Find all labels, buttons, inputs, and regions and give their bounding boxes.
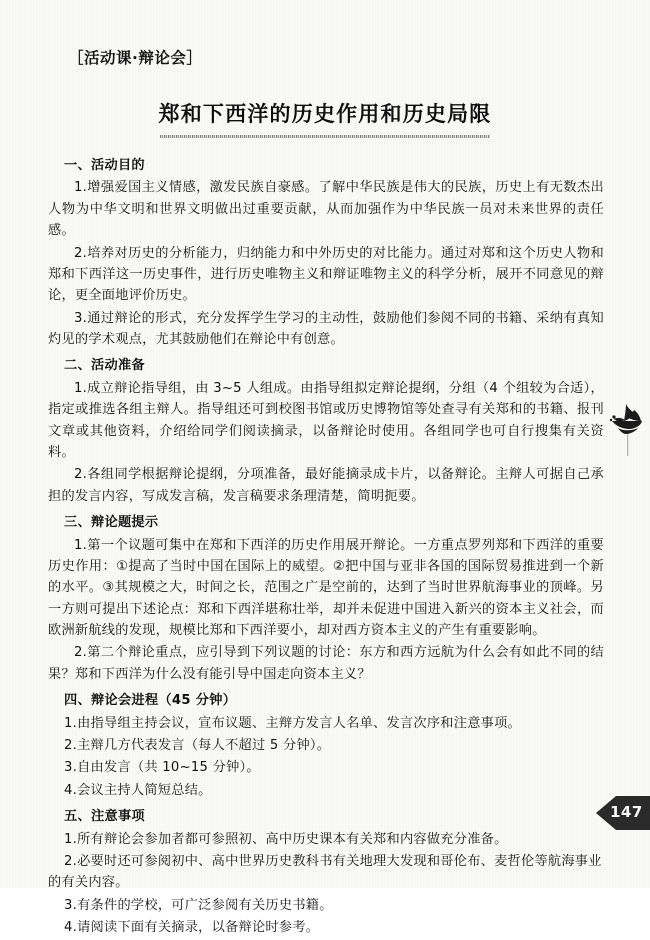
section-paragraph: 1.第一个议题可集中在郑和下西洋的历史作用展开辩论。一方重点罗列郑和下西洋的重要历史作用：①提高了当时中国在国际上的威望。②把中国与亚非各国的国际贸易推进到一个新的水平。③其规模之大，时间之长，范围之广是空前的，达到了当时世界航海事业的顶峰。另一方则可提出下述论点：郑和下西洋堪称壮举，却并未促进中国进入新兴的资本主义社会，而欧洲新航线的发现，规模比郑和下西洋要小，却对西方资本主义的产生有重要影响。 (48, 537, 604, 639)
section-list-item: 4.会议主持人简短总结。 (64, 782, 212, 798)
page-number: 147 (610, 803, 643, 821)
section-paragraph: 1.成立辩论指导组，由 3~5 人组成。由指导组拟定辩论提纲，分组（4 个组较为合适），指定或推选各组主辩人。指导组还可到校图书馆或历史博物馆等处查寻有关郑和的书籍、报刊文章或其他资料，介绍给同学们阅读摘录，以备辩论时使用。各组同学也可自行搜集有关资料。 (48, 380, 604, 461)
section-heading: 三、辩论题提示 (64, 515, 159, 531)
section-heading: 五、注意事项 (64, 809, 145, 825)
page-title: 郑和下西洋的历史作用和历史局限 (158, 102, 492, 126)
section-heading: 四、辩论会进程（45 分钟） (64, 693, 237, 709)
article-body (48, 156, 604, 940)
section-list-item: 3.有条件的学校，可广泛参阅有关历史书籍。 (64, 897, 333, 913)
section-paragraph: 3.通过辩论的形式，充分发挥学生学习的主动性，鼓励他们参阅不同的书籍、采纳有真知灼见的学术观点，尤其鼓励他们在辩论中有创意。 (48, 310, 604, 348)
section-list-item: 1.由指导组主持会议，宣布议题、主辩方发言人名单、发言次序和注意事项。 (64, 715, 522, 731)
section-list-item: 3.自由发言（共 10~15 分钟）。 (64, 760, 260, 776)
section-heading: 一、活动目的 (64, 158, 145, 173)
section-paragraph: 2.各组同学根据辩论提纲，分项准备，最好能摘录成卡片，以备辩论。主辩人可据自己承担的发言内容，写成发言稿，发言稿要求条理清楚，简明扼要。 (48, 467, 604, 504)
title-underline-rule (160, 135, 490, 138)
section-paragraph: 2.培养对历史的分析能力，归纳能力和中外历史的对比能力。通过对郑和这个历史人物和郑和下西洋这一历史事件，进行历史唯物主义和辩证唯物主义的科学分析，展开不同意见的辩论，更全面地评价历史。 (48, 245, 604, 304)
section-paragraph: 2.第二个辩论重点，应引导到下列议题的讨论：东方和西方远航为什么会有如此不同的结果？郑和下西洋为什么没有能引导中国走向资本主义？ (48, 645, 604, 682)
section-paragraph: 1.增强爱国主义情感，激发民族自豪感。了解中华民族是伟大的民族，历史上有无数杰出人物为中华文明和世界文明做出过重要贡献，从而加强作为中华民族一员对未来世界的责任感。 (48, 180, 604, 239)
sailing-ship-illustration (608, 398, 648, 458)
section-kicker: ［活动课·辩论会］ (68, 49, 203, 67)
section-list-item: 4.请阅读下面有关摘录，以备辩论时参考。 (64, 920, 320, 936)
title-block (0, 98, 650, 138)
section-list-item: 2.必要时还可参阅初中、高中世界历史教科书有关地理大发现和哥伦布、麦哲伦等航海事业的有关内容。 (48, 854, 602, 891)
section-heading: 二、活动准备 (64, 358, 145, 374)
section-list-item: 1.所有辩论会参加者都可参照初、高中历史课本有关郑和内容做充分准备。 (64, 831, 508, 847)
page-number-badge (596, 796, 650, 830)
section-list-item: 2.主辩几方代表发言（每人不超过 5 分钟）。 (64, 738, 331, 754)
